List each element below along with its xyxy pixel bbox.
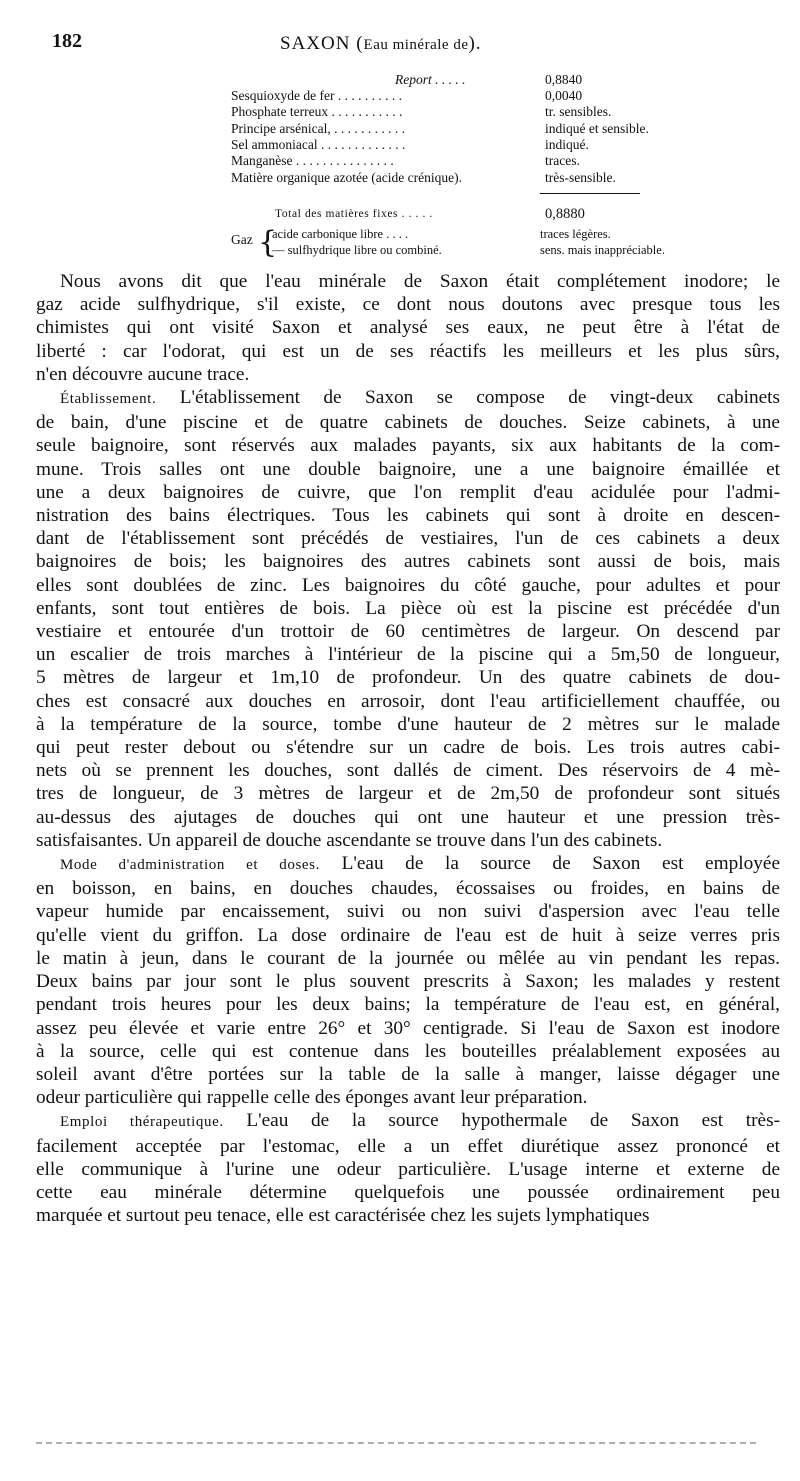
text-line: en boisson, en bains, en douches chaudes, écossaises ou froides, en bains de: [36, 878, 780, 900]
text-line: soleil avant d'être portées sur la table de la salle à manger, laisse dégager une: [36, 1063, 780, 1085]
analysis-row-label: Phosphate terreux . . . . . . . . . . .: [231, 104, 403, 120]
text-line: à la température de la source, tombe d'une hauteur de 2 mètres sur le malade: [36, 713, 780, 735]
running-title-end: ).: [468, 33, 482, 54]
section-lead: Établissement.: [60, 391, 157, 408]
analysis-row-value: indiqué.: [545, 136, 589, 152]
text-line: facilement acceptée par l'estomac, elle a un effet diurétique assez prononcé et: [36, 1135, 780, 1157]
analysis-row-value: tr. sensibles.: [545, 104, 612, 120]
text-line: marquée et surtout peu tenace, elle est caractérisée chez les sujets lymphatiques: [36, 1205, 650, 1227]
running-title: [280, 33, 482, 55]
brace-glyph: {: [258, 225, 278, 260]
text-line: au-dessus des ajutages de douches qui ont une hauteur et une pression très-: [36, 806, 780, 828]
text-line: de bain, d'une piscine et de quatre cabinets de douches. Seize cabinets, à une: [36, 412, 780, 434]
page-number: 182: [52, 30, 82, 52]
text-line: elles sont doublées de zinc. Les baignoires du côté gauche, pour adultes et pour: [36, 574, 780, 596]
text-line: qu'elle vient du griffon. La dose ordinaire de l'eau est de huit à seize verres pris: [36, 924, 780, 946]
text-line: seule baignoire, sont réservés aux malades payants, six aux habitants de la com-: [36, 435, 780, 457]
gaz-row-1-value: traces légères.: [540, 227, 611, 241]
analysis-row-value: traces.: [545, 153, 580, 169]
footer-rule: [36, 1442, 756, 1444]
text-line: ches est consacré aux douches en arrosoir, dont l'eau artificiellement chauffée, ou: [36, 690, 780, 712]
gaz-row-2-value: sens. mais inappréciable.: [540, 243, 665, 257]
text-line: satisfaisantes. Un appareil de douche ascendante se trouve dans l'un des cabinets.: [36, 829, 663, 851]
text-line: elle communique à l'urine une odeur particulière. L'usage interne et externe de: [36, 1158, 780, 1180]
text-line: gaz acide sulfhydrique, s'il existe, ce dont nous doutons avec presque tous les: [36, 294, 780, 316]
text-line: vestiaire et entourée d'un trottoir de 60 centimètres de largeur. On descend par: [36, 621, 780, 643]
total-value: 0,8880: [545, 206, 585, 222]
paragraph: [36, 852, 780, 1109]
gaz-row-1-label: acide carbonique libre . . . .: [272, 227, 409, 241]
text-line: nistration des bains électriques. Tous les cabinets qui sont à droite en descen-: [36, 505, 780, 527]
text-line: Nous avons dit que l'eau minérale de Saxon était complétement inodore; le: [60, 271, 780, 292]
analysis-row-label: Principe arsénical, . . . . . . . . . . .: [231, 120, 405, 136]
text-line: Établissement. L'établissement de Saxon se compose de vingt-deux cabinets: [60, 387, 780, 409]
analysis-row-label: Matière organique azotée (acide crénique).: [231, 169, 462, 185]
text-line: odeur particulière qui rappelle celle des éponges avant leur préparation.: [36, 1087, 588, 1109]
gaz-row-2-label: — sulfhydrique libre ou combiné.: [272, 243, 442, 257]
analysis-row-value: 0,0040: [545, 88, 583, 103]
text-line: dant de l'établissement sont précédés de vestiaires, l'un de ces cabinets a deux: [36, 528, 780, 550]
text-line: nets où se prennent les douches, sont dallés de ciment. Des réservoirs de 4 mè-: [36, 760, 780, 782]
running-title-main: SAXON (: [280, 33, 364, 54]
text-line: tres de longueur, de 3 mètres de largeur et de 2m,50 de profondeur sont situés: [36, 783, 780, 805]
text-line: liberté : car l'odorat, qui est un de ses réactifs les meilleurs et les plus sûrs,: [36, 340, 780, 362]
report-value: 0,8840: [545, 72, 583, 87]
text-line: une a deux baignoires de cuivre, que l'on remplit d'eau acidulée pour l'admi-: [36, 481, 780, 503]
analysis-row-value: indiqué et sensible.: [545, 120, 649, 136]
text-line: à la source, celle qui est contenue dans les bouteilles préalablement exposées au: [36, 1040, 780, 1062]
body-text: [36, 270, 780, 1227]
paragraph: [36, 386, 780, 852]
analysis-row-label: Manganèse . . . . . . . . . . . . . . .: [231, 153, 394, 169]
text-line: un escalier de trois marches à l'intérieur de la piscine qui a 5m,50 de longueur,: [36, 644, 780, 666]
analysis-row-value: très-sensible.: [545, 169, 616, 185]
text-line: Deux bains par jour sont le plus souvent prescrits à Saxon; les malades y restent: [36, 971, 780, 993]
text-line: n'en découvre aucune trace.: [36, 363, 250, 385]
total-label: Total des matières fixes . . . . .: [275, 208, 433, 220]
paragraph: [36, 1109, 780, 1227]
text-line: Emploi thérapeutique. L'eau de la source hypothermale de Saxon est très-: [60, 1110, 780, 1132]
text-line: le matin à jeun, dans le courant de la journée ou mêlée au vin pendant les repas.: [36, 947, 780, 969]
text-line: pendant trois heures pour les deux bains; la température de l'eau est, en général,: [36, 994, 780, 1016]
report-label: Report . . . . .: [395, 72, 466, 87]
text-line: Mode d'administration et doses. L'eau de la source de Saxon est employée: [60, 853, 780, 875]
sum-rule: [540, 193, 640, 194]
text-line: enfants, sont tout entières de bois. La pièce où est la piscine est précédée d'un: [36, 597, 780, 619]
text-line: vapeur humide par encaissement, suivi ou non suivi d'aspersion avec l'eau telle: [36, 901, 780, 923]
text-line: qui peut rester debout ou s'étendre sur un cadre de bois. Les trois autres cabi-: [36, 737, 780, 759]
text-line: mune. Trois salles ont une double baignoire, une a une baignoire émaillée et: [36, 458, 780, 480]
gaz-label: Gaz: [231, 232, 253, 247]
section-lead: Mode d'administration et doses.: [60, 857, 320, 874]
analysis-row-label: Sesquioxyde de fer . . . . . . . . . .: [231, 88, 402, 103]
text-line: 5 mètres de largeur et 1m,10 de profondeur. Un des quatre cabinets de dou-: [36, 667, 780, 689]
analysis-row-label: Sel ammoniacal . . . . . . . . . . . . .: [231, 136, 406, 152]
text-line: baignoires de bois; les baignoires des autres cabinets sont aussi de bois, mais: [36, 551, 780, 573]
running-title-smallcaps: Eau minérale de: [363, 37, 469, 53]
text-line: assez peu élevée et varie entre 26° et 30° centigrade. Si l'eau de Saxon est inodore: [36, 1017, 780, 1039]
text-line: cette eau minérale détermine quelquefois une poussée ordinairement peu: [36, 1181, 780, 1203]
text-line: chimistes qui ont visité Saxon et analysé ses eaux, ne peut être à l'état de: [36, 317, 780, 339]
section-lead: Emploi thérapeutique.: [60, 1114, 224, 1131]
paragraph: [36, 270, 780, 386]
